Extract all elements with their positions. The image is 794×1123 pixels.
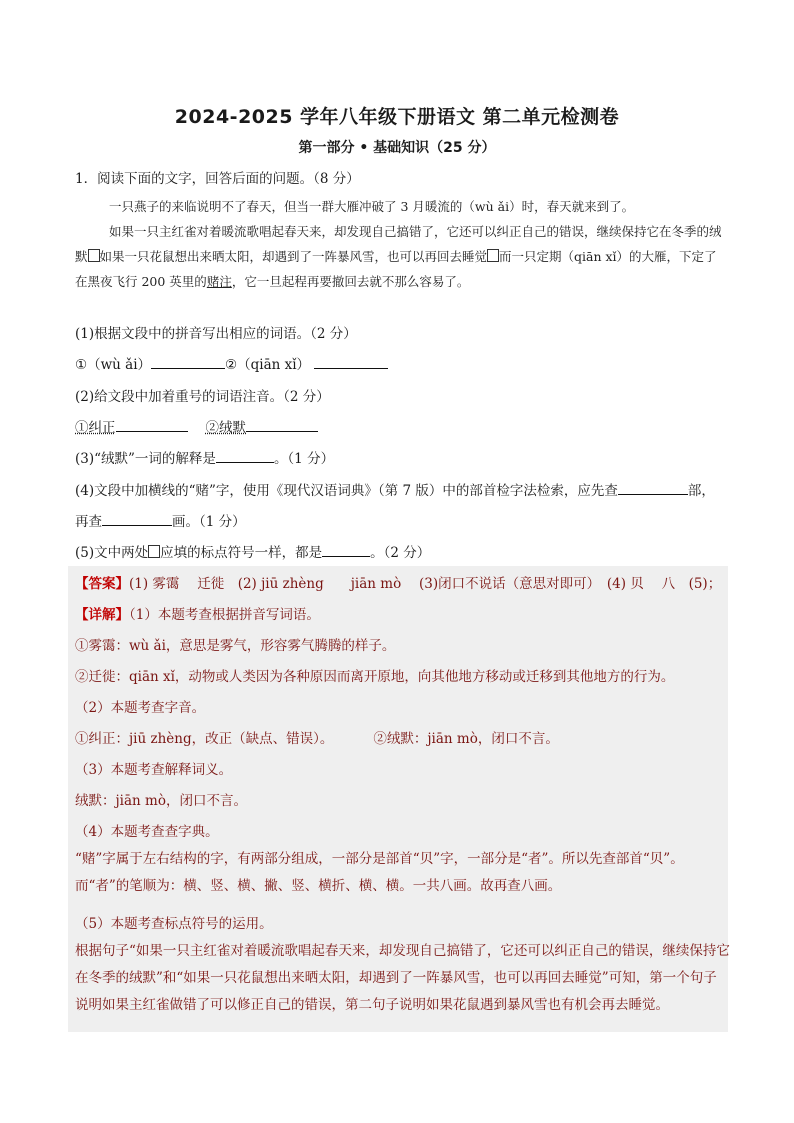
passage-paragraph-1: 一只燕子的来临说明不了春天，但当一群大雁冲破了 3 月暖流的（wù ǎi）时，春天就来到了。 [109, 199, 635, 214]
detail-text: （2）本题考查字音。 [75, 700, 206, 716]
question-text: (5)文中两处 [75, 545, 149, 561]
sub-question-4 [75, 479, 715, 499]
pinyin-prompt: ②（qiān xǐ） [225, 357, 311, 373]
punctuation-box [148, 545, 160, 558]
answer-tag: 【答案】 [75, 576, 129, 592]
section-subtitle: 第一部分 • 基础知识（25 分） [298, 140, 496, 156]
answer-blank[interactable] [246, 417, 318, 432]
question-text: 再查 [75, 514, 102, 530]
sub-question-3 [75, 447, 334, 467]
punctuation-box [487, 249, 499, 262]
sub-question-5 [75, 541, 430, 561]
answer-blank[interactable] [618, 480, 688, 495]
passage-text: ，它一旦起程再要撤回去就不那么容易了。 [231, 274, 470, 289]
detail-text: ②迁徙：qiān xǐ，动物或人类因为各种原因而离开原地，向其他地方移动或迁移到其他地方的行为。 [75, 669, 675, 685]
detail-text: 绒默：jiān mò，闭口不言。 [75, 793, 247, 809]
punctuation-box [88, 249, 100, 262]
pinyin-prompt: ①（wù ǎi） [75, 357, 152, 373]
underlined-word: 赌注 [206, 274, 232, 289]
detail-text: （5）本题考查标点符号的运用。 [75, 916, 273, 932]
question-text: 应填的标点符号一样，都是 [160, 545, 323, 561]
answer-blank[interactable] [314, 354, 388, 369]
detail-text: ①纠正：jiū zhèng，改正（缺点、错误）。 [75, 731, 334, 747]
question-text: 画。（1 分） [172, 514, 246, 530]
sub-question-2-blanks [75, 416, 318, 436]
answer-text: (1) 雾霭 迁徙 (2) jiū zhèng jiān mò (3)闭口不说话（意思对即可） (4) 贝 八 (5)； [129, 576, 722, 592]
detail-paragraph: “赌”字属于左右结构的字，有两部分组成，一部分是部首“贝”字，一部分是“者”。所以先查部首“贝”。而“者”的笔顺为：横、竖、横、撇、竖、横折、横、横。一共八画。故再查八画。 [75, 851, 684, 894]
question-text: 部， [687, 483, 715, 499]
detail-paragraph: 根据句子“如果一只主红雀对着暖流歌唱起春天来，却发现自己搞错了，它还可以纠正自己的错误，继续保持它在冬季的绒默”和“如果一只花鼠想出来晒太阳，却遇到了一阵暴风雪，也可以再回去睡觉”可知，第一个句子说明如果主红雀做错了可以修正自己的错误，第二句子说明如果花鼠遇到暴风雪也有机会再去睡觉。 [75, 943, 730, 1013]
detail-text: （1）本题考查根据拼音写词语。 [129, 607, 320, 623]
reading-passage [75, 194, 725, 294]
answer-blank[interactable] [151, 354, 225, 369]
answer-blank[interactable] [102, 511, 172, 526]
question-text: 。（1 分） [273, 451, 335, 467]
answer-blank[interactable] [216, 448, 274, 463]
passage-text: 如果一只主红雀对着暖流歌唱起春天来，却发现自己搞错了，它还可以纠正自己的错误，继续保持它在冬季的绒默 [75, 224, 722, 264]
page-title: 2024-2025 学年八年级下册语文 第二单元检测卷 [174, 106, 620, 128]
question-text: 。（2 分） [370, 545, 431, 561]
passage-text: 如果一只花鼠想出来晒太阳，却遇到了一阵暴风雪，也可以再回去睡觉 [99, 249, 488, 264]
passage-paragraph-2 [75, 219, 725, 294]
detail-line [75, 603, 320, 623]
pinyin-prompt: ①纠正 [75, 420, 116, 436]
pinyin-prompt: ②绒默 [205, 420, 246, 436]
answer-line [75, 572, 721, 592]
sub-question-4-line-2 [75, 510, 246, 530]
detail-text: （4）本题考查查字典。 [75, 824, 219, 840]
sub-question-1-blanks [75, 353, 388, 373]
answer-blank[interactable] [116, 417, 188, 432]
detail-text: ②绒默：jiān mò，闭口不言。 [373, 731, 559, 747]
detail-text: （3）本题考查解释词义。 [75, 762, 233, 778]
sub-question-1: (1)根据文段中的拼音写出相应的词语。（2 分） [75, 326, 357, 342]
question-text: (3)“绒默”一词的解释是 [75, 451, 216, 467]
passage-text: 而一只定期（qiān xǐ）的大雁，下定了在黑夜飞行 200 英里的 [75, 249, 717, 289]
question-stem: 1．阅读下面的文字，回答后面的问题。（8 分） [75, 171, 360, 187]
detail-tag: 【详解】 [75, 607, 129, 623]
detail-text-row [75, 727, 559, 747]
answer-blank[interactable] [322, 542, 370, 557]
detail-text: ①雾霭：wù ǎi，意思是雾气，形容雾气腾腾的样子。 [75, 638, 396, 654]
question-text: (4)文段中加横线的“赌”字，使用《现代汉语词典》（第 7 版）中的部首检字法检索，应先查 [75, 483, 618, 499]
sub-question-2: (2)给文段中加着重号的词语注音。（2 分） [75, 389, 330, 405]
